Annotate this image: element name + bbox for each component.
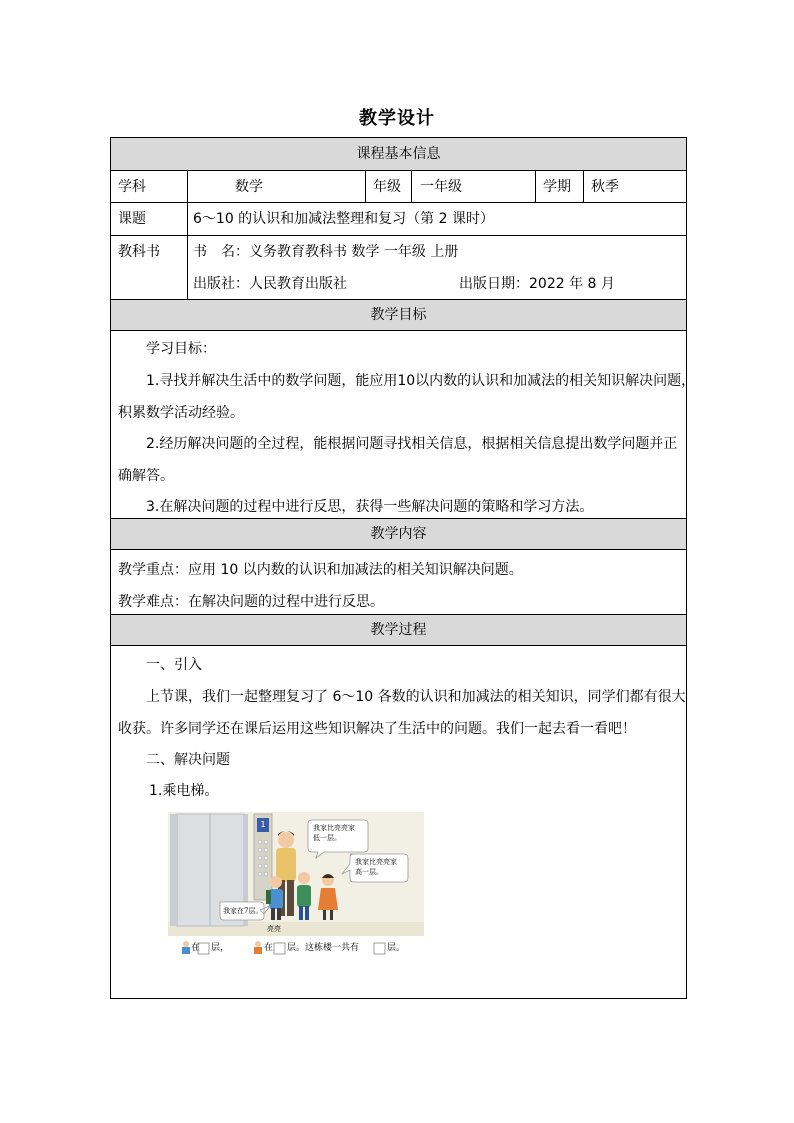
speech-bubble-lower bbox=[313, 823, 355, 843]
process-part-1: 一、引入 bbox=[146, 657, 202, 673]
topic-value: 6～10 的认识和加减法整理和复习（第 2 课时） bbox=[193, 211, 494, 227]
elevator-floor-number: 1 bbox=[260, 820, 266, 829]
objective-3: 3.在解决问题的过程中进行反思，获得一些解决问题的策略和学习方法。 bbox=[146, 499, 594, 515]
term-label: 学期 bbox=[543, 179, 571, 195]
section-header-objectives: 教学目标 bbox=[111, 300, 686, 331]
section-header-process: 教学过程 bbox=[111, 615, 686, 646]
question-floor-3: 层。 bbox=[387, 943, 406, 953]
document-title: 教学设计 bbox=[359, 108, 435, 129]
objectives-heading: 学习目标： bbox=[146, 341, 216, 357]
objective-1-line-2: 积累数学活动经验。 bbox=[118, 405, 244, 421]
character-name-label: 亮亮 bbox=[267, 925, 281, 933]
subject-value: 数学 bbox=[235, 179, 263, 195]
column-divider bbox=[411, 171, 412, 203]
lesson-plan-table bbox=[110, 137, 696, 999]
section-header-content: 教学内容 bbox=[111, 519, 686, 550]
question-floor-2: 层。这栋楼一共有 bbox=[287, 943, 360, 953]
term-value: 秋季 bbox=[591, 179, 619, 195]
subject-label: 学科 bbox=[118, 179, 146, 195]
question-in-1: 在 bbox=[191, 943, 201, 953]
elevator-illustration bbox=[168, 812, 424, 960]
question-floor-1: 层， bbox=[211, 943, 230, 953]
objective-1-line-1: 1.寻找并解决生活中的数学问题，能应用10以内数的认识和加减法的相关知识解决问题， bbox=[146, 373, 696, 389]
column-divider bbox=[583, 171, 584, 203]
grade-value: 一年级 bbox=[420, 179, 462, 195]
problem-item-1: 1.乘电梯。 bbox=[149, 783, 219, 799]
intro-line-1: 上节课，我们一起整理复习了 6～10 各数的认识和加减法的相关知识，同学们都有很大 bbox=[146, 689, 686, 705]
speech-bubble-higher-line-2: 高一层。 bbox=[355, 868, 383, 876]
objective-2-line-1: 2.经历解决问题的全过程，能根据问题寻找相关信息，根据相关信息提出数学问题并正 bbox=[146, 436, 678, 452]
topic-label: 课题 bbox=[118, 211, 146, 227]
section-header-basic-info: 课程基本信息 bbox=[111, 138, 686, 171]
question-in-2: 在 bbox=[264, 943, 274, 953]
column-divider bbox=[365, 171, 366, 203]
speech-bubble-higher-line-1: 我家比亮亮家 bbox=[355, 858, 397, 866]
teaching-difficulty: 教学难点：在解决问题的过程中进行反思。 bbox=[118, 594, 384, 610]
speech-bubble-higher bbox=[355, 857, 397, 877]
objective-2-line-2: 确解答。 bbox=[118, 468, 174, 484]
textbook-publisher: 出版社：人民教育出版社 bbox=[193, 276, 347, 292]
speech-bubble-lower-line-2: 低一层。 bbox=[313, 834, 341, 842]
textbook-label: 教科书 bbox=[118, 244, 160, 260]
teaching-key-point: 教学重点：应用 10 以内数的认识和加减法的相关知识解决问题。 bbox=[118, 562, 523, 578]
column-divider bbox=[535, 171, 536, 203]
speech-bubble-lower-line-1: 我家比亮亮家 bbox=[313, 824, 355, 832]
grade-label: 年级 bbox=[373, 179, 401, 195]
process-part-2: 二、解决问题 bbox=[146, 752, 230, 768]
textbook-name: 书 名：义务教育教科书 数学 一年级 上册 bbox=[193, 244, 459, 260]
speech-bubble-seventh-floor: 我家在7层。 bbox=[223, 907, 263, 915]
textbook-publish-date: 出版日期：2022 年 8 月 bbox=[459, 276, 615, 292]
intro-line-2: 收获。许多同学还在课后运用这些知识解决了生活中的问题。我们一起去看一看吧！ bbox=[118, 721, 636, 737]
